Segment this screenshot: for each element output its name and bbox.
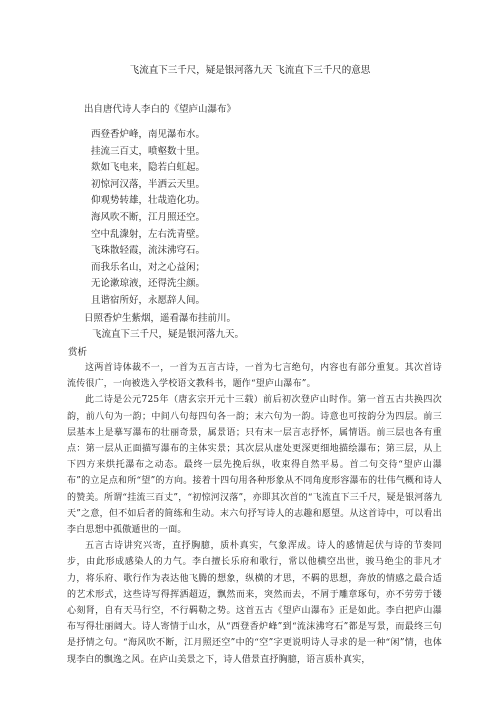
analysis-body [67,360,442,668]
paragraph: 五言古诗讲究兴寄，直抒胸臆，质朴真实，气象浑成。诗人的感情起伏与诗的节奏同步，由此形成感染人的力气。李白擅长乐府和歌行，常以他横空出世，骏马绝尘的非凡才力，将乐府、歌行作为表达他飞腾的想象，纵横的才思，不羁的思想，奔放的情感之最合适的艺术形式，这些诗写得挥洒超迈，飘然而来，突然而去，不屑于雕章琢句，亦不劳劳于镂心刻肾，自有天马行空，不行羁勒之势。这首五古《望庐山瀑布》正是如此。李白把庐山瀑布写得壮丽阔大。诗人寄情于山水，从“西登香炉峰”到“流沫沸穹石”都是写景，而最终三句是抒情之句。“海风吹不断，江月照还空”中的“空”字更说明诗人寻求的是一种“闲”情，也体现李白的飘逸之风。在庐山美景之下，诗人借景直抒胸臆，语言质朴真实， [67,541,442,665]
poem-line: 挂流三百丈，喷壑数十里。 [91,145,206,157]
poem-line: 欻如飞电来，隐若白虹起。 [91,162,206,174]
poem-line: 且谐宿所好，永愿辞人间。 [91,294,206,306]
poem-line: 无论漱琼液，还得洗尘颜。 [91,278,206,290]
paragraph: 此二诗是公元725年（唐玄宗开元十三载）前后初次登庐山时作。第一首五古共换四次韵，前八句为一韵；中间八句每四句各一韵；末六句为一韵。诗意也可按韵分为四层。前三层基本上是摹写瀑布的壮丽奇景，属景语；只有末一层言志抒怀，属情语。前三层也各有重点：第一层从正面描写瀑布的主体实景；其次层从虚处更深更细地描绘瀑布；第三层，从上下四方来烘托瀑布之动态。最终一层先挽后纵，收束得自然平易。首二句交待“望庐山瀑布”的立足点和所“望”的方向。接着十四句用各种形象从不同角度形容瀑布的壮伟气概和诗人的赞美。所谓“挂流三百丈”，“初惊河汉落”，亦即其次首的“飞流直下三千尺，疑是银河落九天”之意，但不如后者的简练和生动。末六句抒写诗人的志趣和愿望。从这首诗中，可以看出李白思想中孤傲遁世的一面。 [67,395,442,536]
poem-line: 初惊河汉落，半洒云天里。 [91,178,206,190]
poem-line: 西登香炉峰，南见瀑布水。 [91,129,206,140]
document-title: 飞流直下三千尺，疑是银河落九天 飞流直下三千尺的意思 [129,65,371,76]
poem-source: 出自唐代诗人李白的《望庐山瀑布》 [84,104,237,115]
poem-line: 飞流直下三千尺，疑是银河落九天。 [92,329,245,340]
poem-five-character [91,127,205,310]
poem-line: 而我乐名山，对之心益闲； [91,261,206,273]
poem-line: 仰观势转雄，壮哉造化功。 [91,195,206,207]
poem-line: 海风吹不断，江月照还空。 [91,211,206,223]
paragraph: 这两首诗体裁不一，一首为五言古诗，一首为七言绝句，内容也有部分重复。其次首诗流传很广，一向被选入学校语文教科书，题作“望庐山瀑布”。 [67,363,442,390]
poem-line: 日照香炉生紫烟，遥看瀑布挂前川。 [84,313,237,324]
poem-seven-character [84,311,244,343]
poem-line: 飞珠散轻霞，流沫沸穹石。 [91,245,206,257]
poem-line: 空中乱潨射，左右洗青壁。 [91,228,206,240]
section-label: 赏析 [68,347,88,358]
